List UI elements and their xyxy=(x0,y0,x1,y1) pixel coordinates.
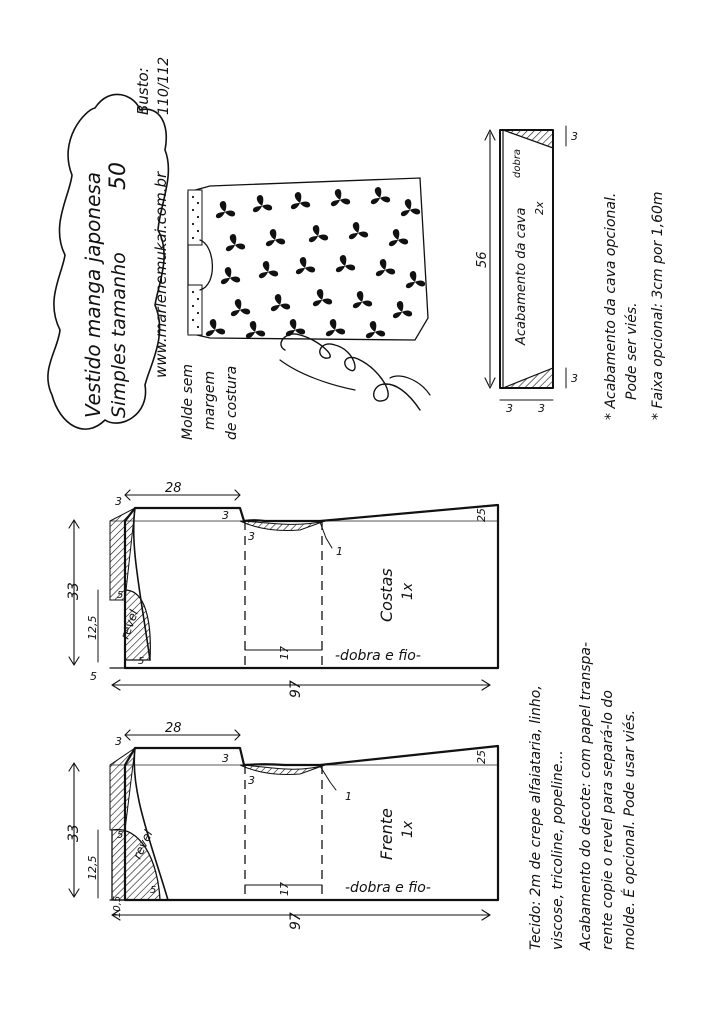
armhole-facing-piece xyxy=(475,126,578,415)
back-half-width: 33 xyxy=(66,582,82,600)
back-neck-depth: 12,5 xyxy=(86,615,99,640)
bust-value: 110/112 xyxy=(156,56,172,115)
front-qty: 1x xyxy=(400,820,416,838)
front-shoulder-len: 28 xyxy=(165,721,182,736)
armhole-title: Acabamento da cava xyxy=(514,207,529,345)
back-underarm: 17 xyxy=(278,646,291,660)
front-sleeve-drop: 3 xyxy=(222,752,229,765)
front-half-width: 33 xyxy=(66,824,82,842)
front-total-length: 97 xyxy=(288,912,304,930)
title-line1: Vestido manga japonesa xyxy=(81,171,105,418)
no-seam-note-2: margem xyxy=(202,370,218,430)
front-neck-mark-b: 5 xyxy=(117,830,124,841)
back-qty: 1x xyxy=(400,582,416,600)
back-neck-drop: 3 xyxy=(115,495,122,508)
front-bottom-mark: 10,5 xyxy=(112,895,123,918)
front-neck-drop: 3 xyxy=(115,735,122,748)
back-fold: -dobra e fio- xyxy=(335,648,421,664)
front-hem-point: 1 xyxy=(345,790,352,803)
fabric-note-3: Acabamento do decote: com papel transpa- xyxy=(578,641,594,950)
note-sash: * Faixa opcional: 3cm por 1,60m xyxy=(650,191,666,420)
back-neck-mark: 5 xyxy=(138,656,145,667)
back-shoulder-len: 28 xyxy=(165,481,182,496)
note-bias: Pode ser viés. xyxy=(624,302,640,400)
front-fold: -dobra e fio- xyxy=(345,880,431,896)
front-revel: revel xyxy=(130,828,156,862)
fabric-note-4: rente copie o revel para separá-lo do xyxy=(600,690,616,950)
armhole-width-bottom: 3 xyxy=(571,372,578,385)
back-revel: revel xyxy=(117,607,142,642)
back-sleeve-drop: 3 xyxy=(222,509,229,522)
armhole-length: 56 xyxy=(475,251,490,268)
fabric-note-5: molde. É opcional. Pode usar viés. xyxy=(622,709,638,950)
back-bottom-mark: 5 xyxy=(90,670,97,683)
back-hem-point: 1 xyxy=(336,545,343,558)
front-sleeve-hem: 25 xyxy=(475,750,488,764)
front-name: Frente xyxy=(377,808,396,860)
front-armhole-mark: 3 xyxy=(248,774,255,787)
fabric-note-1: Tecido: 2m de crepe alfaiataria, linho, xyxy=(528,685,544,950)
website-text: www.marlenemukai.com.br xyxy=(152,171,170,378)
bust-label: Busto: xyxy=(134,67,152,115)
title-size: 50 xyxy=(106,162,131,190)
back-total-length: 97 xyxy=(288,680,304,698)
armhole-width-top: 3 xyxy=(571,130,578,143)
armhole-end-left: 3 xyxy=(506,402,513,415)
armhole-qty: 2x xyxy=(533,201,546,215)
back-neck-mark-b: 5 xyxy=(117,590,124,601)
no-seam-note-3: de costura xyxy=(224,365,240,440)
front-neck-mark: 5 xyxy=(150,885,157,896)
front-underarm: 17 xyxy=(278,882,291,896)
back-name: Costas xyxy=(377,568,396,622)
fabric-note-2: viscose, tricoline, popeline... xyxy=(550,750,566,950)
no-seam-note-1: Molde sem xyxy=(180,363,196,440)
armhole-fold: dobra xyxy=(512,148,523,178)
armhole-end-right: 3 xyxy=(538,402,545,415)
back-armhole-mark: 3 xyxy=(248,530,255,543)
note-armhole-optional: * Acabamento da cava opcional. xyxy=(603,192,619,420)
front-neck-depth: 12,5 xyxy=(86,855,99,880)
title-line2: Simples tamanho xyxy=(108,252,130,418)
signature xyxy=(280,334,430,410)
dress-illustration xyxy=(188,178,428,340)
back-sleeve-hem: 25 xyxy=(475,508,488,522)
